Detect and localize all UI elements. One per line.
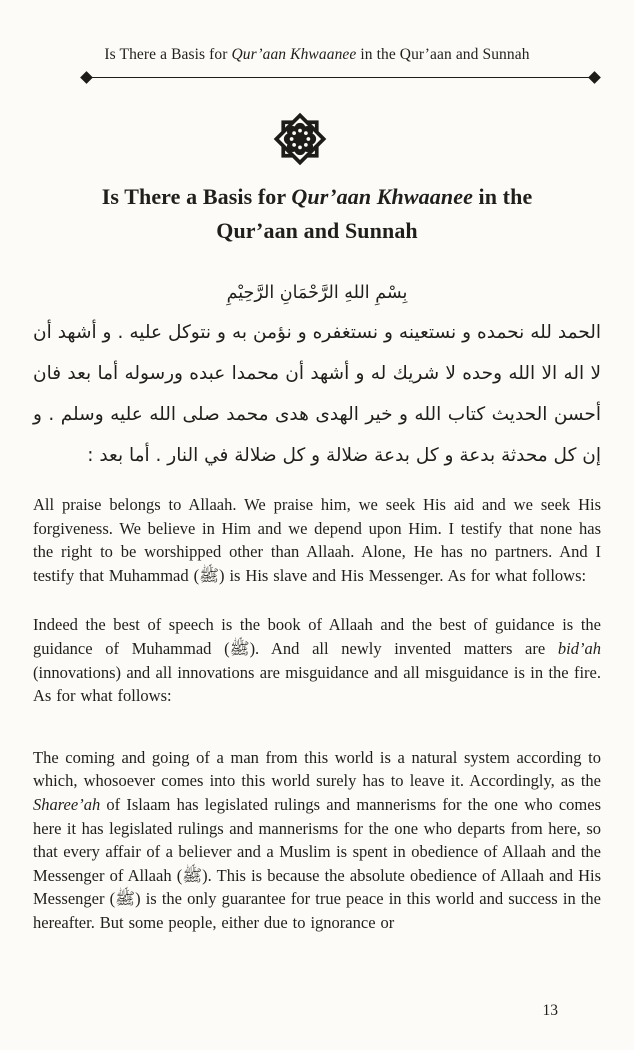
rule-diamond-right [588, 71, 601, 84]
chapter-ornament [16, 108, 584, 170]
rule-line [88, 77, 593, 79]
basmala-text: بِسْمِ اللهِ الرَّحْمَانِ الرَّحِيْمِ [226, 283, 408, 303]
chapter-title: Is There a Basis for Qur’aan Khwaanee in the Qur’aan and Sunnah [101, 184, 533, 243]
rule-diamond-left [80, 71, 93, 84]
arabic-khutbah: الحمد لله نحمده و نستعينه و نستغفره و نؤمن به و نتوكل عليه . و أشهد أن لا اله الا الله وحده لا شريك له و أشهد أن محمدا عبده ورسوله أما بعد فان أحسن الحديث كتاب الله و خير الهدى هدى محمد صلى الله عليه وسلم . و إن كل محدثة بدعة و كل بدعة ضلالة و كل ضلالة في النار . أما بعد : [33, 322, 601, 466]
paragraph: The coming and going of a man from this world is a natural system according to which, whosoever comes into this world surely has to leave it. Accordingly, as the Sharee’ah of Islaam has legislated rulings and mannerisms for the one who comes here it has legislated rulings and mannerisms for the one who departs from here, so that every affair of a believer and a Muslim is spent in obedience of Allaah and the Messenger of Allaah (ﷺ). This is because the absolute obedience of Allaah and His Messenger (ﷺ) is the only guarantee for true peace in this world and success in the hereafter. But some people, either due to ignorance or [33, 747, 602, 932]
page-number: 13 [542, 1002, 558, 1019]
running-header: Is There a Basis for Qur’aan Khwaanee in the Qur’aan and Sunnah [104, 46, 530, 63]
eight-pointed-star-icon [269, 108, 331, 170]
paragraph: Indeed the best of speech is the book of Allaah and the best of guidance is the guidance of Muhammad (ﷺ). And all newly invented matters are bid’ah (innovations) and all innovations are misguidance and all misguidance is in the fire. As for what follows: [33, 615, 601, 706]
header-rule [33, 73, 601, 82]
body-paragraphs [33, 493, 601, 935]
paragraph: All praise belongs to Allaah. We praise him, we seek His aid and we seek His forgiveness. We believe in Him and we depend upon Him. I testify that none has the right to be worshipped other than Allaah. Alone, He has no partners. And I testify that Muhammad (ﷺ) is His slave and His Messenger. As for what follows: [33, 495, 601, 585]
